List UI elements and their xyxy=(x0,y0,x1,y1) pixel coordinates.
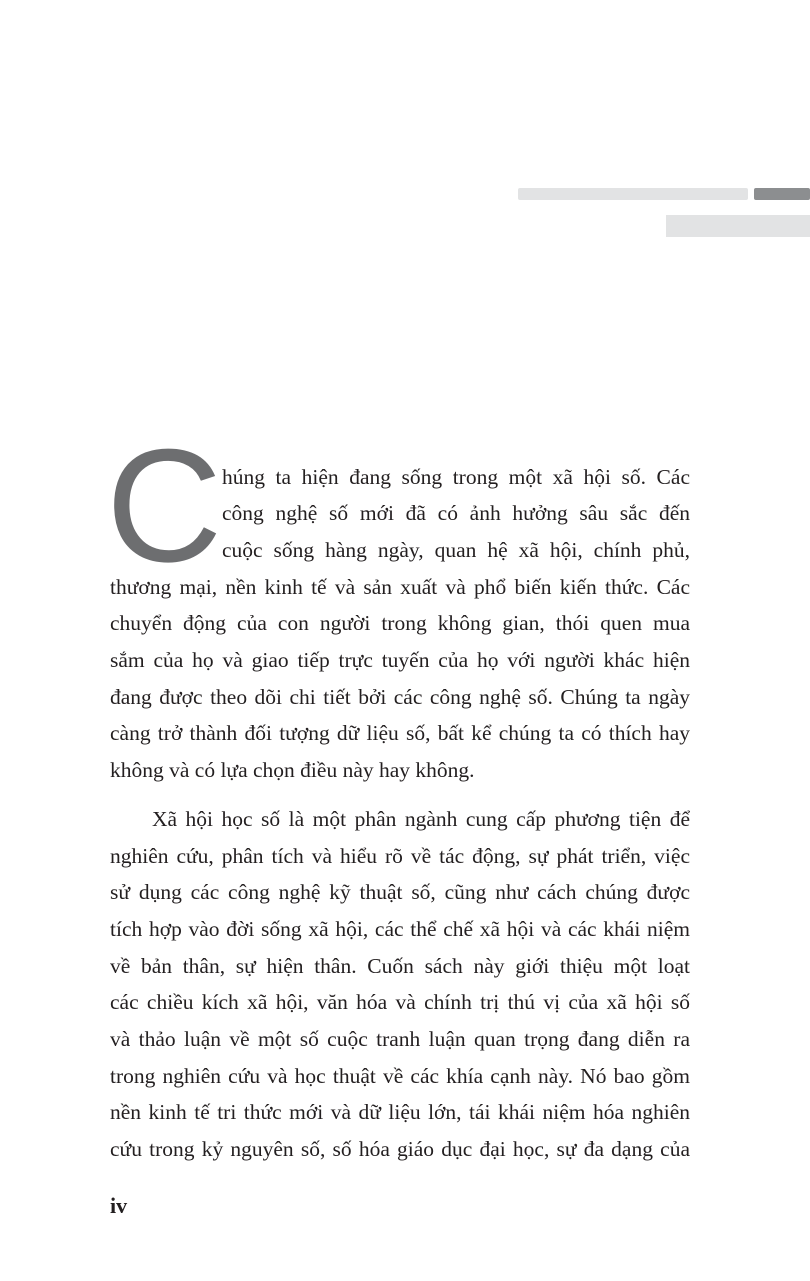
text-line: thương mại, nền kinh tế và sản xuất và phổ biến kiến thức. Các xyxy=(110,575,690,599)
text-line: nghiên cứu, phân tích và hiểu rõ về tác động, sự phát triển, việc xyxy=(110,844,690,868)
decorative-bar-dark xyxy=(754,188,810,200)
text-line: càng trở thành đối tượng dữ liệu số, bất kể chúng ta có thích hay xyxy=(110,721,690,745)
text-line: và thảo luận về một số cuộc tranh luận quan trọng đang diễn ra xyxy=(110,1027,690,1051)
page-number: iv xyxy=(110,1193,128,1218)
text-line: nền kinh tế tri thức mới và dữ liệu lớn, tái khái niệm hóa nghiên xyxy=(110,1100,690,1124)
text-line: sử dụng các công nghệ kỹ thuật số, cũng như cách chúng được xyxy=(110,880,690,904)
drop-cap: C xyxy=(106,416,223,596)
text-line: Xã hội học số là một phân ngành cung cấp phương tiện để xyxy=(152,807,690,831)
text-line: không và có lựa chọn điều này hay không. xyxy=(110,758,475,782)
text-line: chuyển động của con người trong không gian, thói quen mua xyxy=(110,611,690,635)
text-line: húng ta hiện đang sống trong một xã hội số. Các xyxy=(222,465,690,489)
text-line: công nghệ số mới đã có ảnh hưởng sâu sắc đến xyxy=(222,501,690,525)
text-line: cứu trong kỷ nguyên số, số hóa giáo dục đại học, sự đa dạng của xyxy=(110,1137,690,1161)
text-line: về bản thân, sự hiện thân. Cuốn sách này giới thiệu một loạt xyxy=(110,954,690,978)
decorative-bar-light xyxy=(518,188,748,200)
text-line: cuộc sống hàng ngày, quan hệ xã hội, chính phủ, xyxy=(222,538,690,562)
text-line: các chiều kích xã hội, văn hóa và chính trị thú vị của xã hội số xyxy=(110,990,690,1014)
text-line: sắm của họ và giao tiếp trực tuyến của họ với người khác hiện xyxy=(110,648,690,672)
text-line: đang được theo dõi chi tiết bởi các công nghệ số. Chúng ta ngày xyxy=(110,685,690,709)
decorative-block xyxy=(666,215,810,237)
text-line: tích hợp vào đời sống xã hội, các thể chế xã hội và các khái niệm xyxy=(110,917,690,941)
text-line: trong nghiên cứu và học thuật về các khía cạnh này. Nó bao gồm xyxy=(110,1064,690,1088)
